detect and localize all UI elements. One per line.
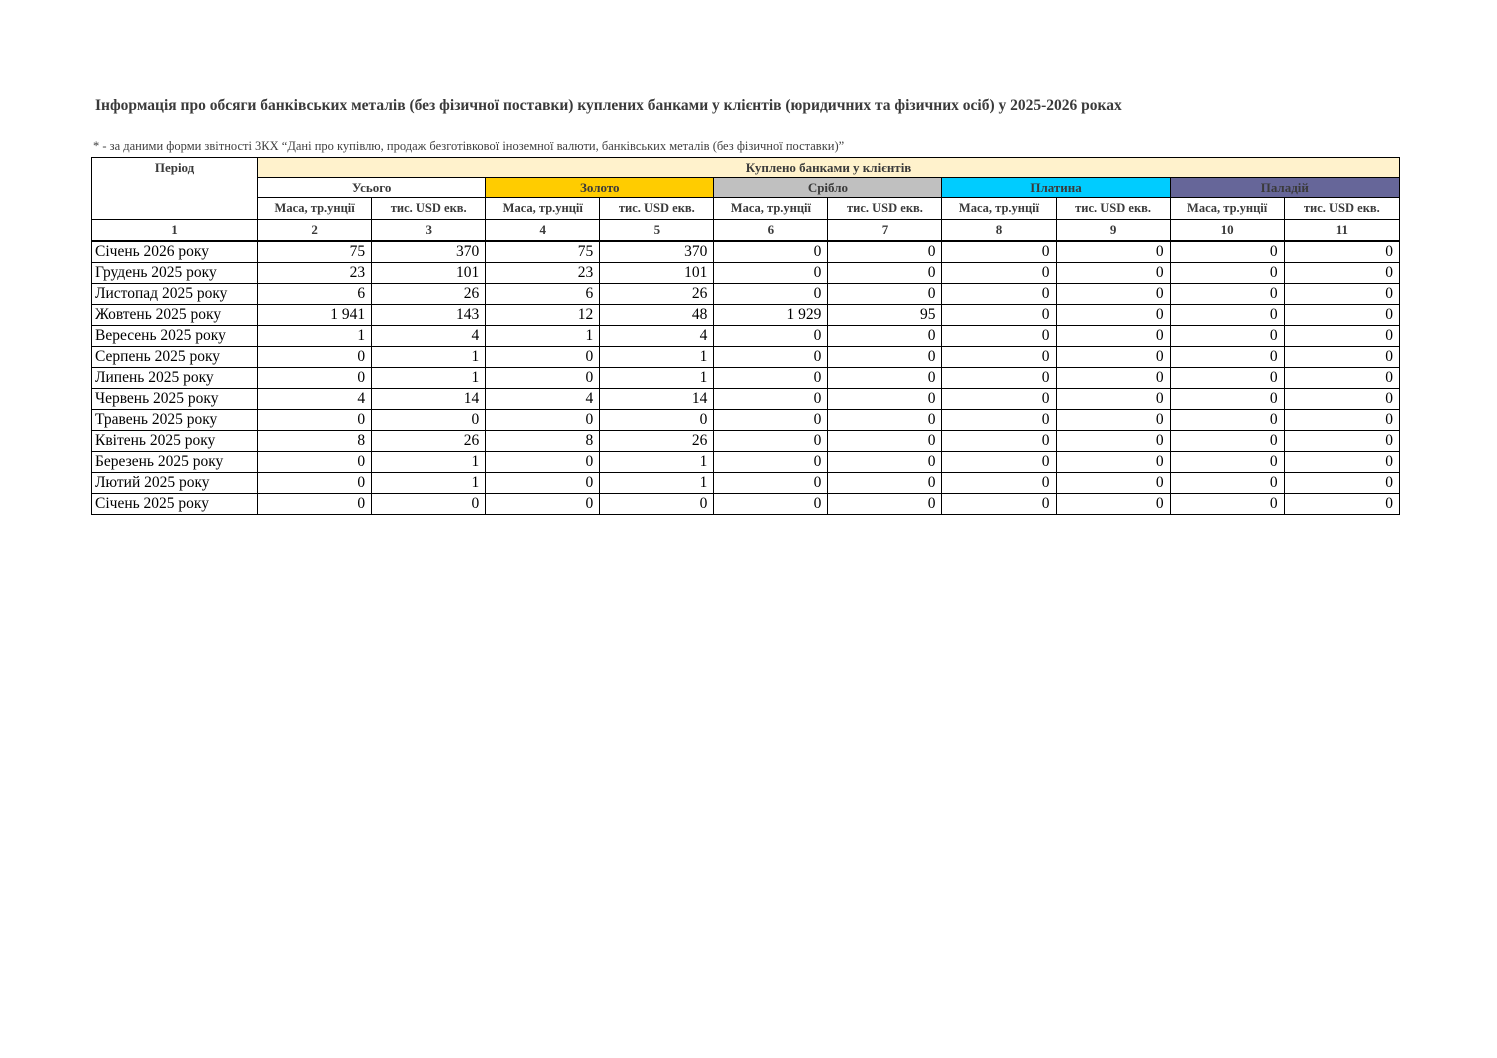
unit-usd-header: тис. USD екв. xyxy=(828,198,942,220)
unit-usd-header: тис. USD екв. xyxy=(1056,198,1170,220)
table-row xyxy=(92,473,1400,494)
value-cell: 0 xyxy=(258,347,372,368)
value-cell: 4 xyxy=(486,389,600,410)
period-cell: Червень 2025 року xyxy=(92,389,258,410)
column-number: 8 xyxy=(942,220,1056,242)
value-cell: 0 xyxy=(942,368,1056,389)
value-cell: 0 xyxy=(1284,241,1399,263)
period-cell: Березень 2025 року xyxy=(92,452,258,473)
value-cell: 0 xyxy=(1170,452,1284,473)
table-row xyxy=(92,452,1400,473)
value-cell: 0 xyxy=(828,389,942,410)
value-cell: 1 941 xyxy=(258,305,372,326)
value-cell: 0 xyxy=(942,494,1056,515)
value-cell: 0 xyxy=(1170,263,1284,284)
value-cell: 26 xyxy=(600,284,714,305)
value-cell: 0 xyxy=(1284,410,1399,431)
value-cell: 0 xyxy=(1170,410,1284,431)
value-cell: 4 xyxy=(600,326,714,347)
value-cell: 370 xyxy=(600,241,714,263)
value-cell: 0 xyxy=(1284,473,1399,494)
table-row xyxy=(92,368,1400,389)
value-cell: 0 xyxy=(828,473,942,494)
value-cell: 0 xyxy=(714,452,828,473)
value-cell: 0 xyxy=(1170,284,1284,305)
period-cell: Січень 2025 року xyxy=(92,494,258,515)
value-cell: 75 xyxy=(258,241,372,263)
period-cell: Серпень 2025 року xyxy=(92,347,258,368)
value-cell: 0 xyxy=(942,473,1056,494)
period-cell: Грудень 2025 року xyxy=(92,263,258,284)
value-cell: 95 xyxy=(828,305,942,326)
unit-usd-header: тис. USD екв. xyxy=(600,198,714,220)
column-number: 7 xyxy=(828,220,942,242)
value-cell: 0 xyxy=(1056,347,1170,368)
column-number: 6 xyxy=(714,220,828,242)
value-cell: 4 xyxy=(372,326,486,347)
value-cell: 0 xyxy=(1170,473,1284,494)
column-number: 5 xyxy=(600,220,714,242)
value-cell: 0 xyxy=(828,452,942,473)
value-cell: 0 xyxy=(1056,431,1170,452)
value-cell: 0 xyxy=(714,263,828,284)
table-row xyxy=(92,347,1400,368)
group-total-header: Усього xyxy=(258,178,486,198)
value-cell: 48 xyxy=(600,305,714,326)
value-cell: 4 xyxy=(258,389,372,410)
value-cell: 0 xyxy=(1056,326,1170,347)
group-silver-header: Срібло xyxy=(714,178,942,198)
value-cell: 14 xyxy=(600,389,714,410)
value-cell: 0 xyxy=(258,368,372,389)
value-cell: 0 xyxy=(1170,494,1284,515)
value-cell: 0 xyxy=(1284,263,1399,284)
value-cell: 0 xyxy=(1056,389,1170,410)
value-cell: 0 xyxy=(942,284,1056,305)
value-cell: 0 xyxy=(1170,389,1284,410)
group-gold-header: Золото xyxy=(486,178,714,198)
value-cell: 14 xyxy=(372,389,486,410)
value-cell: 0 xyxy=(942,452,1056,473)
value-cell: 0 xyxy=(942,263,1056,284)
value-cell: 75 xyxy=(486,241,600,263)
value-cell: 0 xyxy=(828,263,942,284)
value-cell: 0 xyxy=(714,473,828,494)
value-cell: 23 xyxy=(258,263,372,284)
value-cell: 0 xyxy=(828,347,942,368)
value-cell: 143 xyxy=(372,305,486,326)
value-cell: 1 xyxy=(600,452,714,473)
period-cell: Травень 2025 року xyxy=(92,410,258,431)
value-cell: 0 xyxy=(1056,241,1170,263)
value-cell: 0 xyxy=(828,368,942,389)
unit-mass-header: Маса, тр.унції xyxy=(714,198,828,220)
value-cell: 0 xyxy=(1284,305,1399,326)
value-cell: 23 xyxy=(486,263,600,284)
value-cell: 1 xyxy=(372,347,486,368)
value-cell: 0 xyxy=(714,241,828,263)
value-cell: 0 xyxy=(1170,347,1284,368)
value-cell: 0 xyxy=(1056,410,1170,431)
value-cell: 0 xyxy=(1284,452,1399,473)
value-cell: 0 xyxy=(1056,494,1170,515)
value-cell: 0 xyxy=(486,410,600,431)
value-cell: 1 xyxy=(600,473,714,494)
value-cell: 0 xyxy=(1056,473,1170,494)
value-cell: 0 xyxy=(942,241,1056,263)
value-cell: 0 xyxy=(1284,431,1399,452)
column-number: 9 xyxy=(1056,220,1170,242)
value-cell: 0 xyxy=(714,494,828,515)
unit-usd-header: тис. USD екв. xyxy=(372,198,486,220)
value-cell: 0 xyxy=(600,494,714,515)
unit-usd-header: тис. USD екв. xyxy=(1284,198,1399,220)
value-cell: 1 929 xyxy=(714,305,828,326)
value-cell: 0 xyxy=(942,326,1056,347)
table-row xyxy=(92,284,1400,305)
value-cell: 0 xyxy=(828,326,942,347)
value-cell: 0 xyxy=(828,494,942,515)
value-cell: 6 xyxy=(258,284,372,305)
value-cell: 1 xyxy=(258,326,372,347)
value-cell: 0 xyxy=(942,305,1056,326)
period-cell: Квітень 2025 року xyxy=(92,431,258,452)
value-cell: 0 xyxy=(1170,326,1284,347)
value-cell: 0 xyxy=(372,494,486,515)
metals-table xyxy=(91,157,1400,515)
period-cell: Січень 2026 року xyxy=(92,241,258,263)
value-cell: 0 xyxy=(714,284,828,305)
value-cell: 0 xyxy=(714,368,828,389)
value-cell: 0 xyxy=(1170,431,1284,452)
value-cell: 1 xyxy=(372,368,486,389)
value-cell: 0 xyxy=(486,368,600,389)
unit-mass-header: Маса, тр.унції xyxy=(258,198,372,220)
value-cell: 0 xyxy=(1056,284,1170,305)
value-cell: 0 xyxy=(372,410,486,431)
value-cell: 0 xyxy=(714,326,828,347)
value-cell: 0 xyxy=(1056,452,1170,473)
value-cell: 0 xyxy=(1170,305,1284,326)
value-cell: 26 xyxy=(372,284,486,305)
value-cell: 0 xyxy=(600,410,714,431)
value-cell: 1 xyxy=(600,368,714,389)
value-cell: 0 xyxy=(258,410,372,431)
table-body xyxy=(92,241,1400,515)
value-cell: 0 xyxy=(714,431,828,452)
value-cell: 26 xyxy=(600,431,714,452)
value-cell: 1 xyxy=(372,452,486,473)
table-row xyxy=(92,431,1400,452)
period-cell: Листопад 2025 року xyxy=(92,284,258,305)
value-cell: 0 xyxy=(1170,241,1284,263)
column-number: 11 xyxy=(1284,220,1399,242)
value-cell: 0 xyxy=(1284,368,1399,389)
value-cell: 6 xyxy=(486,284,600,305)
value-cell: 0 xyxy=(828,284,942,305)
value-cell: 0 xyxy=(1284,389,1399,410)
value-cell: 0 xyxy=(1284,494,1399,515)
period-cell: Жовтень 2025 року xyxy=(92,305,258,326)
period-header: Період xyxy=(92,158,258,220)
value-cell: 0 xyxy=(258,473,372,494)
value-cell: 0 xyxy=(258,494,372,515)
column-number: 4 xyxy=(486,220,600,242)
value-cell: 0 xyxy=(1056,368,1170,389)
value-cell: 0 xyxy=(486,494,600,515)
value-cell: 0 xyxy=(258,452,372,473)
period-cell: Вересень 2025 року xyxy=(92,326,258,347)
table-row xyxy=(92,389,1400,410)
group-palladium-header: Паладій xyxy=(1170,178,1399,198)
value-cell: 0 xyxy=(486,473,600,494)
bought-header: Куплено банками у клієнтів xyxy=(258,158,1400,178)
value-cell: 0 xyxy=(714,389,828,410)
period-cell: Лютий 2025 року xyxy=(92,473,258,494)
value-cell: 0 xyxy=(942,389,1056,410)
value-cell: 0 xyxy=(714,410,828,431)
table-row xyxy=(92,494,1400,515)
table-row xyxy=(92,326,1400,347)
value-cell: 0 xyxy=(828,431,942,452)
value-cell: 12 xyxy=(486,305,600,326)
table-row xyxy=(92,305,1400,326)
value-cell: 1 xyxy=(372,473,486,494)
value-cell: 0 xyxy=(828,410,942,431)
value-cell: 8 xyxy=(258,431,372,452)
column-number: 10 xyxy=(1170,220,1284,242)
group-platinum-header: Платина xyxy=(942,178,1170,198)
column-number: 2 xyxy=(258,220,372,242)
value-cell: 1 xyxy=(486,326,600,347)
value-cell: 0 xyxy=(1284,284,1399,305)
value-cell: 0 xyxy=(1284,347,1399,368)
value-cell: 0 xyxy=(1056,263,1170,284)
value-cell: 370 xyxy=(372,241,486,263)
value-cell: 0 xyxy=(1056,305,1170,326)
table-row xyxy=(92,241,1400,263)
value-cell: 0 xyxy=(828,241,942,263)
table-row xyxy=(92,410,1400,431)
value-cell: 0 xyxy=(942,347,1056,368)
value-cell: 1 xyxy=(600,347,714,368)
source-note: * - за даними форми звітності 3КХ “Дані про купівлю, продаж безготівкової іноземної валюти, банківських металів (без фізичної поставки)” xyxy=(93,139,845,153)
value-cell: 0 xyxy=(1170,368,1284,389)
value-cell: 0 xyxy=(486,452,600,473)
period-cell: Липень 2025 року xyxy=(92,368,258,389)
table-row xyxy=(92,263,1400,284)
value-cell: 101 xyxy=(600,263,714,284)
value-cell: 0 xyxy=(486,347,600,368)
column-number: 1 xyxy=(92,220,258,242)
value-cell: 0 xyxy=(942,431,1056,452)
document-title: Інформація про обсяги банківських металів (без фізичної поставки) куплених банками у клієнтів (юридичних та фізичних осіб) у 2025-2026 роках xyxy=(95,97,1122,114)
unit-mass-header: Маса, тр.унції xyxy=(942,198,1056,220)
column-number: 3 xyxy=(372,220,486,242)
value-cell: 0 xyxy=(1284,326,1399,347)
value-cell: 0 xyxy=(942,410,1056,431)
value-cell: 101 xyxy=(372,263,486,284)
value-cell: 8 xyxy=(486,431,600,452)
value-cell: 0 xyxy=(714,347,828,368)
unit-mass-header: Маса, тр.унції xyxy=(486,198,600,220)
value-cell: 26 xyxy=(372,431,486,452)
unit-mass-header: Маса, тр.унції xyxy=(1170,198,1284,220)
